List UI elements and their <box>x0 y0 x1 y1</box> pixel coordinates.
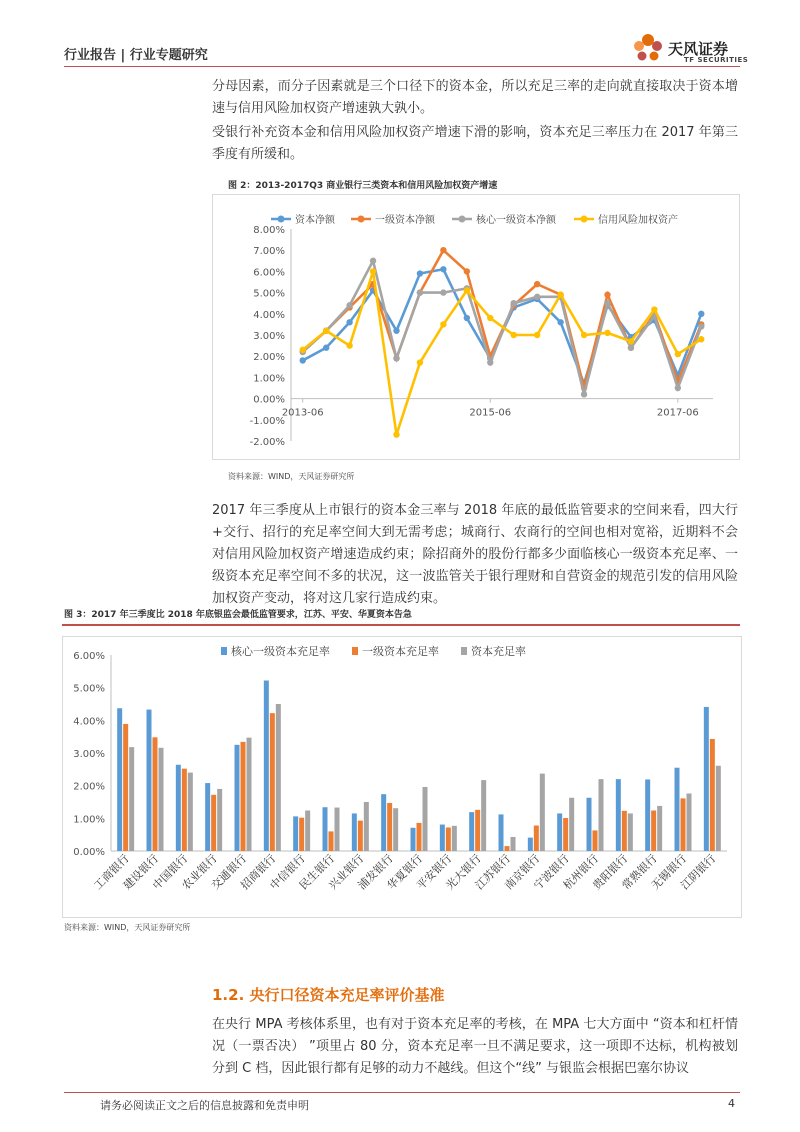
bar <box>264 680 269 851</box>
data-point <box>440 289 446 295</box>
bar <box>247 738 252 851</box>
data-point <box>346 342 352 348</box>
y-tick-label: 3.00% <box>73 749 105 760</box>
bar <box>123 724 128 851</box>
bar <box>159 748 164 851</box>
data-point <box>370 258 376 264</box>
bar <box>299 818 304 851</box>
y-tick-label: -2.00% <box>249 437 285 448</box>
data-point <box>440 266 446 272</box>
y-tick-label: 3.00% <box>253 331 285 342</box>
bar <box>335 808 340 851</box>
x-tick-label: 中国银行 <box>150 851 191 893</box>
bar <box>235 745 240 851</box>
data-point <box>323 328 329 334</box>
x-tick-label: 南京银行 <box>502 851 543 893</box>
bar <box>358 821 363 851</box>
bar <box>622 811 627 851</box>
footer-divider <box>64 1092 740 1093</box>
data-point <box>370 268 376 274</box>
legend-marker <box>358 216 365 223</box>
series-line <box>303 250 702 388</box>
bar <box>628 813 633 851</box>
data-point <box>440 321 446 327</box>
data-point <box>534 294 540 300</box>
bar <box>387 803 392 851</box>
bar <box>188 773 193 851</box>
bar <box>511 837 516 851</box>
bar <box>475 810 480 851</box>
figure-3-divider <box>62 624 740 626</box>
bar <box>505 846 510 851</box>
page-number: 4 <box>728 1097 735 1110</box>
y-tick-label: 0.00% <box>73 847 105 858</box>
bar-chart-svg <box>63 637 741 917</box>
bar <box>657 806 662 851</box>
y-tick-label: 2.00% <box>253 352 285 364</box>
bar <box>217 789 222 851</box>
figure-2-title: 图 2：2013-2017Q3 商业银行三类资本和信用风险加权资产增速 <box>228 181 498 191</box>
header-divider <box>64 66 740 67</box>
bar <box>452 826 457 851</box>
x-tick-label: 贵阳银行 <box>590 851 631 893</box>
bar <box>534 826 539 851</box>
bar <box>687 794 692 851</box>
data-point <box>417 289 423 295</box>
legend-marker <box>581 216 588 223</box>
data-point <box>698 336 704 342</box>
data-point <box>628 345 634 351</box>
bar <box>440 825 445 851</box>
y-tick-label: 4.00% <box>73 716 105 728</box>
paragraph-4: 在央行 MPA 考核体系里，也有对于资本充足率的考核，在 MPA 七大方面中 “资本和杠杆情况（一票否决） ”项里占 80 分，资本充足率一旦不满足要求，这一项即不达标，机构被划分到 C 档，因此银行都有足够的动力不越线。但这个“线” 与银监会根据巴塞尔协议 <box>212 1017 738 1076</box>
report-header-label: 行业报告 | 行业专题研究 <box>64 48 208 63</box>
legend-swatch <box>352 647 358 655</box>
legend-marker <box>278 216 285 223</box>
figure-2-line-chart <box>212 194 740 460</box>
data-point <box>487 315 493 321</box>
bar <box>417 823 422 851</box>
x-tick-label: 农业银行 <box>179 851 220 893</box>
bar <box>481 780 486 851</box>
data-point <box>698 311 704 317</box>
bar <box>446 827 451 851</box>
data-point <box>698 323 704 329</box>
logo-icon <box>630 30 666 66</box>
legend-label: 核心一级资本净额 <box>476 215 556 226</box>
data-point <box>604 292 610 298</box>
x-tick-label: 宁波银行 <box>531 851 572 893</box>
data-point <box>300 347 306 353</box>
data-point <box>581 391 587 397</box>
bar <box>153 737 158 851</box>
bar <box>599 779 604 851</box>
bar <box>704 707 709 851</box>
paragraph-3: 2017 年三季度从上市银行的资本金三率与 2018 年底的最低监管要求的空间来看，四大行+交行、招行的充足率空间大到无需考虑；城商行、农商行的空间也相对宽裕，近期料不会对信用风险加权资产增速造成约束；除招商外的股份行都多少面临核心一级资本充足率、一级资本充足率空间不多的状况，这一波监管关于银行理财和自营资金的规范引发的信用风险加权资产变动，将对这几家行造成约束。 <box>212 503 738 606</box>
x-tick-label: 2017-06 <box>656 407 699 419</box>
bar <box>411 828 416 851</box>
logo-name: 天风证券 <box>668 40 729 58</box>
bar <box>540 774 545 851</box>
bar <box>645 779 650 851</box>
bar <box>176 765 181 851</box>
x-tick-label: 华夏银行 <box>384 851 426 893</box>
section-heading: 1.2. 央行口径资本充足率评价基准 <box>212 986 445 1004</box>
data-point <box>346 319 352 325</box>
bar <box>499 814 504 851</box>
x-tick-label: 建设银行 <box>120 851 162 893</box>
bar <box>393 808 398 851</box>
legend-swatch <box>221 647 227 655</box>
data-point <box>417 359 423 365</box>
bar <box>381 794 386 851</box>
x-tick-label: 江阴银行 <box>678 851 719 893</box>
bar <box>569 798 574 851</box>
data-point <box>464 268 470 274</box>
bar <box>182 769 187 851</box>
bar <box>117 708 122 851</box>
legend-label: 一级资本充足率 <box>362 645 439 658</box>
bar <box>352 813 357 851</box>
legend-label: 信用风险加权资产 <box>598 215 678 226</box>
y-tick-label: 6.00% <box>73 651 105 662</box>
y-tick-label: 1.00% <box>73 814 105 826</box>
x-tick-label: 无锡银行 <box>648 851 690 893</box>
data-point <box>346 302 352 308</box>
bar <box>423 787 428 851</box>
bar <box>675 768 680 851</box>
bar <box>587 798 592 851</box>
bar <box>716 766 721 851</box>
figure-3-title: 图 3：2017 年三季度比 2018 年底银监会最低监管要求，江苏、平安、华夏资本告急 <box>64 610 412 620</box>
x-tick-label: 常熟银行 <box>619 851 660 893</box>
y-tick-label: 4.00% <box>253 309 285 321</box>
bar <box>593 830 598 851</box>
y-tick-label: 8.00% <box>253 225 285 236</box>
line-chart-svg <box>213 195 739 459</box>
bar <box>563 818 568 851</box>
data-point <box>534 281 540 287</box>
data-point <box>581 332 587 338</box>
data-point <box>604 300 610 306</box>
x-tick-label: 2013-06 <box>281 407 324 419</box>
x-tick-label: 招商银行 <box>238 851 279 893</box>
figure-3-bar-chart <box>62 636 742 918</box>
bar <box>681 798 686 851</box>
data-point <box>534 332 540 338</box>
legend-marker <box>459 216 466 223</box>
data-point <box>557 319 563 325</box>
data-point <box>323 345 329 351</box>
bar <box>557 813 562 851</box>
bar <box>323 807 328 851</box>
bar <box>129 747 134 851</box>
legend-swatch <box>461 647 467 655</box>
data-point <box>511 300 517 306</box>
legend-label: 资本净额 <box>295 215 335 226</box>
y-tick-label: 6.00% <box>253 267 285 279</box>
bar <box>205 783 210 851</box>
bar <box>329 831 334 851</box>
bar <box>364 802 369 851</box>
legend-label: 一级资本净额 <box>375 215 435 226</box>
data-point <box>675 351 681 357</box>
data-point <box>393 328 399 334</box>
bar <box>305 810 310 851</box>
footer-disclaimer: 请务必阅读正文之后的信息披露和免责申明 <box>100 1099 309 1112</box>
y-tick-label: 1.00% <box>253 373 285 385</box>
figure-3-source: 资料来源：WIND，天风证券研究所 <box>64 923 191 932</box>
legend-label: 核心一级资本充足率 <box>231 645 330 658</box>
data-point <box>511 332 517 338</box>
data-point <box>440 247 446 253</box>
legend-label: 资本充足率 <box>471 645 526 658</box>
y-tick-label: 5.00% <box>253 288 285 300</box>
x-tick-label: 兴业银行 <box>326 851 367 893</box>
bar <box>276 704 281 851</box>
bar <box>293 816 298 851</box>
x-tick-label: 民生银行 <box>296 851 338 893</box>
data-point <box>604 330 610 336</box>
figure-2-source: 资料来源：WIND，天风证券研究所 <box>228 472 355 481</box>
y-tick-label: -1.00% <box>249 415 285 427</box>
x-tick-label: 光大银行 <box>443 851 484 893</box>
data-point <box>628 338 634 344</box>
y-tick-label: 5.00% <box>73 683 105 695</box>
data-point <box>464 315 470 321</box>
x-tick-label: 中信银行 <box>267 851 308 893</box>
data-point <box>300 357 306 363</box>
logo-name-en: TF SECURITIES <box>684 56 749 64</box>
paragraph-2: 受银行补充资本金和信用风险加权资产增速下滑的影响，资本充足三率压力在 2017 年第三季度有所缓和。 <box>212 125 738 162</box>
x-tick-label: 浦发银行 <box>355 851 396 893</box>
x-tick-label: 交通银行 <box>208 851 250 893</box>
data-point <box>393 355 399 361</box>
bar <box>147 710 152 851</box>
bar <box>651 810 656 851</box>
y-tick-label: 0.00% <box>253 394 285 406</box>
data-point <box>675 385 681 391</box>
bar <box>710 739 715 851</box>
bar <box>469 812 474 851</box>
x-tick-label: 杭州银行 <box>560 851 602 893</box>
x-tick-label: 2015-06 <box>469 407 512 419</box>
data-point <box>393 431 399 437</box>
paragraph-1: 分母因素，而分子因素就是三个口径下的资本金，所以充足三率的走向就直接取决于资本增速与信用风险加权资产增速孰大孰小。 <box>212 79 738 116</box>
data-point <box>557 292 563 298</box>
data-point <box>487 359 493 365</box>
data-point <box>464 287 470 293</box>
bar <box>528 838 533 851</box>
y-tick-label: 2.00% <box>73 781 105 793</box>
bar <box>211 795 216 851</box>
data-point <box>651 306 657 312</box>
x-tick-label: 平安银行 <box>414 851 455 893</box>
data-point <box>417 270 423 276</box>
bar <box>241 742 246 851</box>
x-tick-label: 江苏银行 <box>472 851 514 893</box>
y-tick-label: 7.00% <box>253 246 285 258</box>
bar <box>616 779 621 851</box>
x-tick-label: 工商银行 <box>91 851 132 893</box>
bar <box>270 713 275 851</box>
